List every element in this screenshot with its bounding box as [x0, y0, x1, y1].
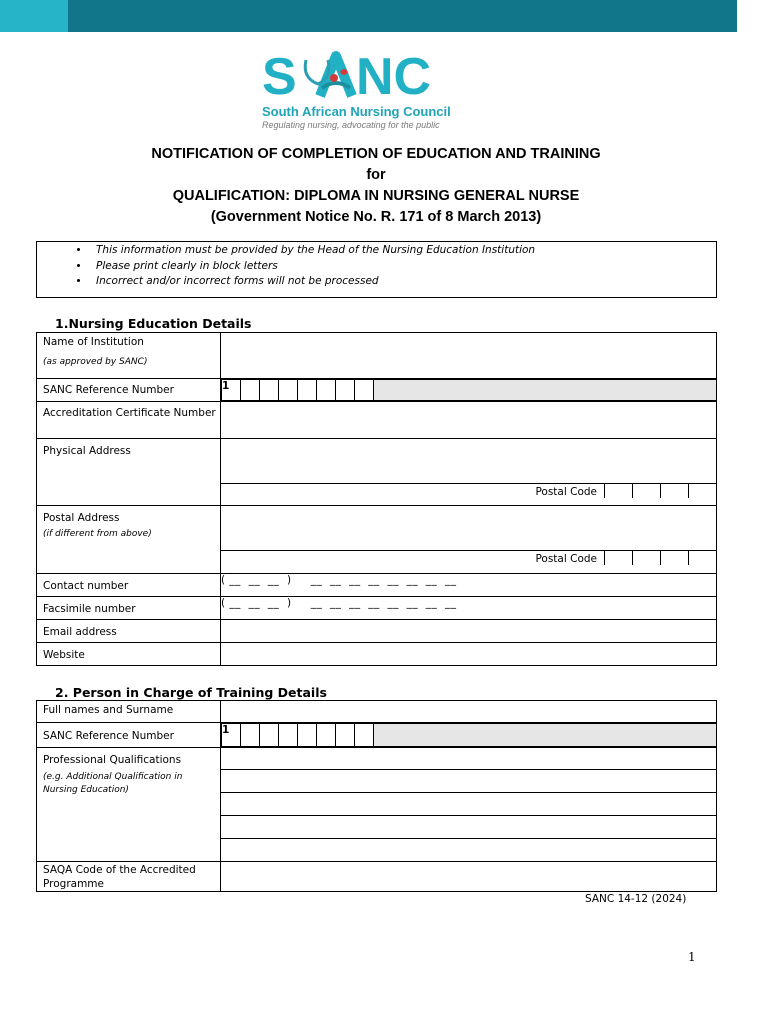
section1-heading: 1.Nursing Education Details — [55, 316, 252, 331]
form-code: SANC 14-12 (2024) — [585, 893, 687, 905]
instructions-box — [36, 241, 717, 298]
svg-text:NC: NC — [356, 48, 432, 104]
form-title-line2: for — [366, 167, 386, 183]
fax-number-label: Facsimile number — [37, 597, 221, 620]
ref-digit-box[interactable] — [241, 724, 260, 747]
physical-postal-code-label: Postal Code — [535, 486, 597, 498]
logo-organisation-name: South African Nursing Council — [262, 104, 451, 119]
instruction-item: • Incorrect and/or incorrect forms will not be processed — [90, 274, 716, 290]
qualification-line[interactable] — [221, 770, 717, 793]
postal-code-box[interactable] — [604, 551, 632, 565]
ref-digit-box[interactable] — [355, 724, 374, 747]
qualifications-label: Professional Qualifications — [43, 754, 182, 766]
institution-label-cell — [37, 333, 221, 379]
fax-number-field[interactable]: ( __ __ __ ) __ __ __ __ __ __ __ __ — [221, 597, 717, 620]
email-label: Email address — [37, 620, 221, 643]
postal-code-box[interactable] — [688, 551, 716, 565]
institution-note: (as approved by SANC) — [43, 357, 148, 367]
physical-address-label: Physical Address — [37, 439, 221, 506]
institution-field[interactable] — [221, 333, 717, 379]
section2-heading: 2. Person in Charge of Training Details — [55, 685, 327, 700]
person-ref-field — [221, 723, 717, 748]
postal-code-box[interactable] — [632, 484, 660, 498]
instruction-item: • This information must be provided by the Head of the Nursing Education Institution — [90, 243, 716, 259]
ref-field — [221, 379, 717, 402]
postal-address-field[interactable] — [221, 506, 717, 551]
ref-digit-box[interactable] — [241, 380, 260, 401]
email-field[interactable] — [221, 620, 717, 643]
form-title-line1: NOTIFICATION OF COMPLETION OF EDUCATION AND TRAINING — [151, 146, 601, 162]
header-bar-accent — [0, 0, 68, 32]
contact-number-label: Contact number — [37, 574, 221, 597]
svg-text:S: S — [262, 48, 297, 104]
page-number: 1 — [688, 950, 696, 964]
website-label: Website — [37, 643, 221, 666]
form-title-line3: QUALIFICATION: DIPLOMA IN NURSING GENERAL NURSE — [172, 188, 580, 204]
qualification-line[interactable] — [221, 793, 717, 816]
nursing-education-table — [36, 332, 717, 666]
postal-address-label-cell — [37, 506, 221, 574]
institution-label: Name of Institution — [43, 336, 144, 348]
ref-digit-box[interactable] — [260, 724, 279, 747]
sanc-logo — [262, 48, 451, 130]
postal-code-box[interactable] — [688, 484, 716, 498]
full-names-field[interactable] — [221, 701, 717, 723]
full-names-label: Full names and Surname — [37, 701, 221, 723]
instruction-item: • Please print clearly in block letters — [90, 259, 716, 275]
form-title-line4: (Government Notice No. R. 171 of 8 March 2013) — [210, 209, 542, 225]
ref-digit-box[interactable] — [279, 724, 298, 747]
contact-number-field[interactable]: ( __ __ __ ) __ __ __ __ __ __ __ __ — [221, 574, 717, 597]
postal-code-box[interactable] — [632, 551, 660, 565]
postal-code-box[interactable] — [660, 551, 688, 565]
qualification-line[interactable] — [221, 748, 717, 770]
ref-digit-box[interactable] — [336, 724, 355, 747]
person-ref-shaded-area — [374, 724, 717, 747]
physical-address-field[interactable] — [221, 439, 717, 484]
postal-address-note: (if different from above) — [43, 529, 152, 539]
qualification-line[interactable] — [221, 816, 717, 839]
physical-postal-row — [221, 484, 717, 506]
logo-tagline: Regulating nursing, advocating for the public — [262, 120, 440, 130]
postal-postal-row — [221, 551, 717, 574]
ref-digit-box[interactable] — [298, 380, 317, 401]
saqa-code-label: SAQA Code of the Accredited Programme — [37, 862, 221, 892]
ref-digit-box[interactable] — [279, 380, 298, 401]
person-ref-label: SANC Reference Number — [37, 723, 221, 748]
ref-digit-box[interactable] — [355, 380, 374, 401]
qualification-line[interactable] — [221, 839, 717, 862]
accreditation-field[interactable] — [221, 402, 717, 439]
ref-digit-prefix: 1 — [222, 380, 241, 401]
ref-shaded-area — [374, 380, 717, 401]
ref-digit-box[interactable] — [317, 380, 336, 401]
website-field[interactable] — [221, 643, 717, 666]
postal-code-label: Postal Code — [535, 553, 597, 565]
saqa-code-field[interactable] — [221, 862, 717, 892]
ref-digit-box[interactable] — [336, 380, 355, 401]
person-in-charge-table — [36, 700, 717, 892]
header-bar — [0, 0, 737, 32]
postal-code-box[interactable] — [604, 484, 632, 498]
instructions-list — [37, 242, 716, 290]
qualifications-note: (e.g. Additional Qualification in Nursing Education) — [43, 772, 183, 795]
ref-digit-box[interactable] — [260, 380, 279, 401]
qualifications-label-cell — [37, 748, 221, 862]
postal-code-box[interactable] — [660, 484, 688, 498]
ref-digit-box[interactable] — [298, 724, 317, 747]
sanc-logo-mark — [262, 48, 438, 104]
accreditation-label: Accreditation Certificate Number — [37, 402, 221, 439]
ref-label: SANC Reference Number — [37, 379, 221, 402]
person-ref-digit-prefix: 1 — [222, 724, 241, 747]
ref-digit-box[interactable] — [317, 724, 336, 747]
postal-address-label: Postal Address — [43, 512, 120, 524]
